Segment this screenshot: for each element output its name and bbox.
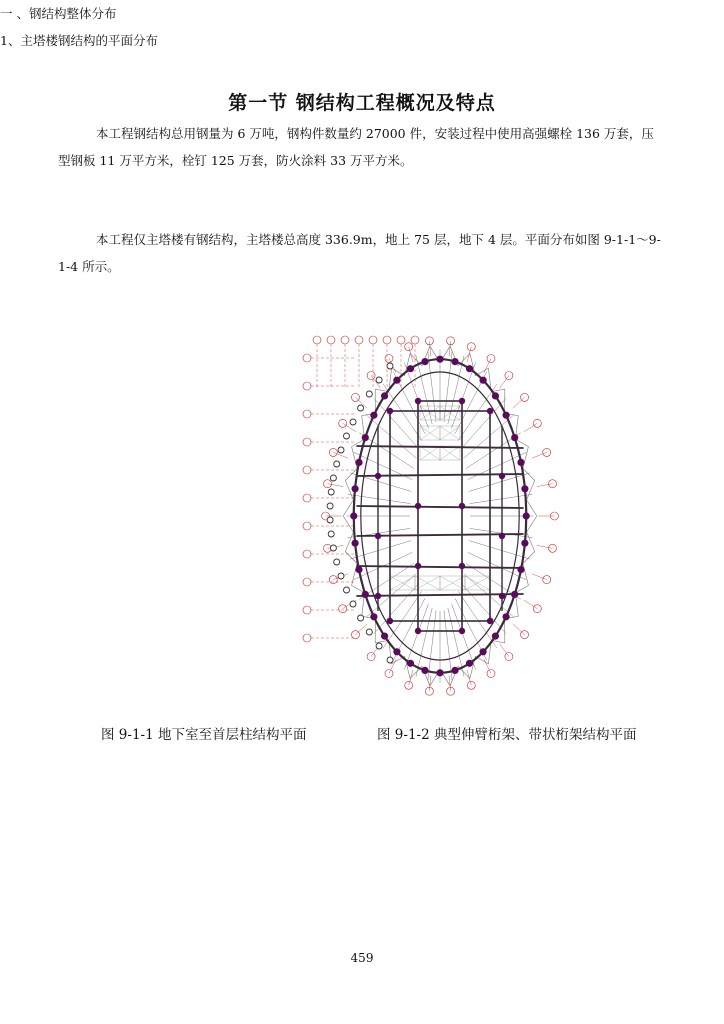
figure-caption-2: 图 9-1-2 典型伸臂桁架、带状桁架结构平面	[377, 727, 637, 743]
heading-tower-plan: 1、主塔楼钢结构的平面分布	[0, 33, 158, 48]
heading-steel-distribution: 一 、钢结构整体分布	[0, 6, 117, 21]
section-title: 第一节 钢结构工程概况及特点	[228, 92, 496, 114]
page-number: 459	[350, 951, 374, 965]
paragraph-tower-description: 本工程仅主塔楼有钢结构，主塔楼总高度 336.9m，地上 75 层，地下 4 层。平面分布如图 9-1-1～9-1-4 所示。	[58, 232, 661, 274]
paragraph-steel-overview: 本工程钢结构总用钢量为 6 万吨，钢构件数量约 27000 件，安装过程中使用高强螺栓 136 万套，压型钢板 11 万平方米，栓钉 125 万套，防火涂料 33 万平方米。	[58, 126, 654, 168]
figure-caption-1: 图 9-1-1 地下室至首层柱结构平面	[101, 727, 307, 743]
structural-plan-drawing	[295, 328, 575, 703]
